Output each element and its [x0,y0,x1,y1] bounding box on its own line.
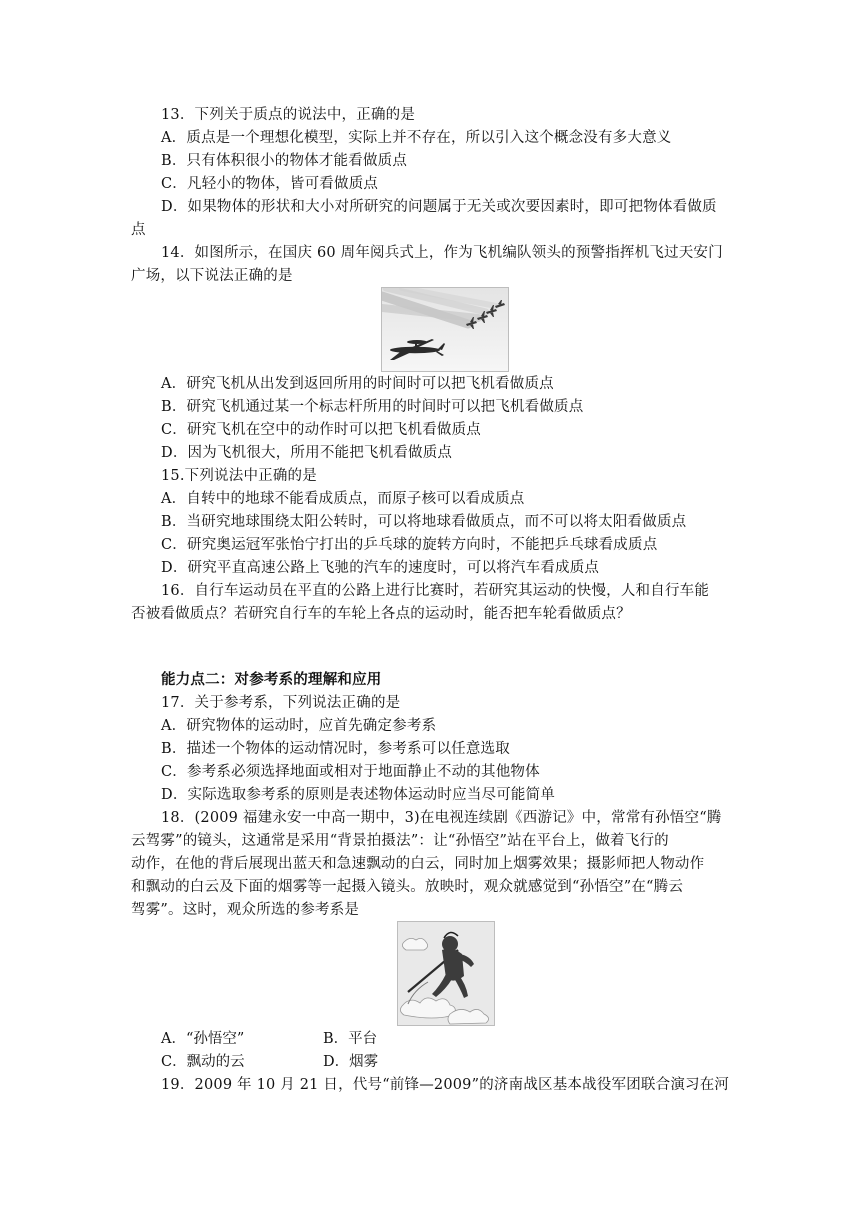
question-18-line-3: 动作，在他的背后展现出蓝天和急速飘动的白云，同时加上烟雾效果；摄影师把人物动作 [131,856,705,872]
question-18-option-d: D．烟雾 [323,1054,379,1070]
question-13-option-d: D．如果物体的形状和大小对所研究的问题属于无关或次要因素时，即可把物体看做质 [161,199,717,215]
question-15-option-b: B．当研究地球围绕太阳公转时，可以将地球看做质点，而不可以将太阳看做质点 [161,514,687,530]
question-17-option-d: D．实际选取参考系的原则是表述物体运动时应当尽可能简单 [161,787,556,803]
question-14-option-c: C．研究飞机在空中的动作时可以把飞机看做质点 [161,422,481,438]
question-15-option-a: A．自转中的地球不能看成质点，而原子核可以看成质点 [161,491,525,507]
question-19-line-1: 19．2009 年 10 月 21 日，代号“前锋—2009”的济南战区基本战役军团联合演习在河 [161,1077,730,1093]
question-14-option-d: D．因为飞机很大，所用不能把飞机看做质点 [161,445,453,461]
question-14-stem: 14．如图所示，在国庆 60 周年阅兵式上，作为飞机编队领头的预警指挥机飞过天安门 [161,245,723,261]
question-18-option-c: C．飘动的云 [161,1054,245,1070]
question-13-option-c: C．凡轻小的物体，皆可看做质点 [161,176,379,192]
question-15-stem: 15.下列说法中正确的是 [161,468,317,484]
question-13-option-a: A．质点是一个理想化模型，实际上并不存在，所以引入这个概念没有多大意义 [161,130,672,146]
question-18-line-2: 云驾雾”的镜头，这通常是采用“背景拍摄法”：让“孙悟空”站在平台上，做着飞行的 [131,833,669,849]
question-18-line-1: 18．(2009 福建永安一中高一期中，3)在电视连续剧《西游记》中，常常有孙悟空“腾 [161,810,722,826]
question-18-option-b: B．平台 [323,1031,378,1047]
aircraft-formation-photo [381,287,509,372]
question-17-option-a: A．研究物体的运动时，应首先确定参考系 [161,718,437,734]
question-17-option-c: C．参考系必须选择地面或相对于地面静止不动的其他物体 [161,764,540,780]
question-13-option-b: B．只有体积很小的物体才能看做质点 [161,153,408,169]
question-14-stem-cont: 广场，以下说法正确的是 [131,268,293,284]
question-18-line-5: 驾雾”。这时，观众所选的参考系是 [131,902,360,918]
question-17-stem: 17．关于参考系，下列说法正确的是 [161,695,401,711]
question-17-option-b: B．描述一个物体的运动情况时，参考系可以任意选取 [161,741,510,757]
question-14-option-b: B．研究飞机通过某一个标志杆所用的时间时可以把飞机看做质点 [161,399,584,415]
question-15-option-c: C．研究奥运冠军张怡宁打出的乒乓球的旋转方向时，不能把乒乓球看成质点 [161,537,658,553]
question-13-option-d-wrap: 点 [131,222,146,238]
section-heading: 能力点二：对参考系的理解和应用 [161,671,382,688]
question-14-option-a: A．研究飞机从出发到返回所用的时间时可以把飞机看做质点 [161,376,554,392]
question-16-line-2: 否被看做质点？若研究自行车的车轮上各点的运动时，能否把车轮看做质点？ [131,606,631,622]
question-18-option-a: A．“孙悟空” [161,1031,245,1047]
monkey-king-illustration [397,921,495,1026]
question-18-line-4: 和飘动的白云及下面的烟雾等一起摄入镜头。放映时，观众就感觉到“孙悟空”在“腾云 [131,879,684,895]
question-15-option-d: D．研究平直高速公路上飞驰的汽车的速度时，可以将汽车看成质点 [161,560,600,576]
question-13-stem: 13．下列关于质点的说法中，正确的是 [161,107,416,123]
question-16-line-1: 16．自行车运动员在平直的公路上进行比赛时，若研究其运动的快慢，人和自行车能 [161,583,710,599]
